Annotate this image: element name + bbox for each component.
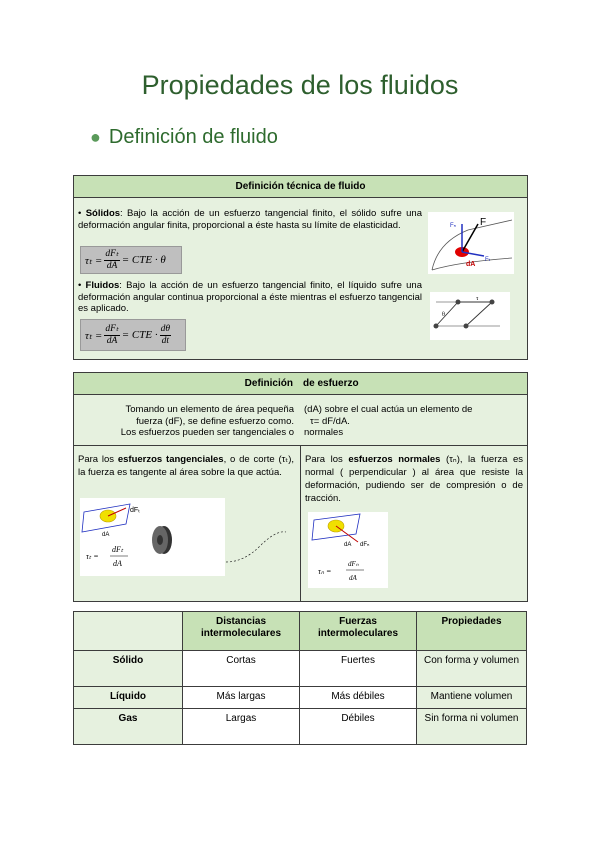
formula-solid	[80, 246, 182, 274]
intro-left-line-2: fuerza (dF), se define esfuerzo como.	[136, 415, 294, 427]
solidos-text: : Bajo la acción de un esfuerzo tangencial finito, el sólido sufre una deformación angular finita, proporcional a éste hasta su límite de elasticidad.	[78, 208, 422, 231]
table-cell: Débiles	[300, 709, 417, 745]
shear-label: τ	[476, 296, 479, 302]
intro-right-line-2: τ= dF/dA.	[310, 415, 350, 427]
formula-fluid-lhs: τₜ =	[85, 329, 103, 342]
tang-bold: esfuerzos tangenciales	[117, 454, 224, 465]
fluidos-label: Fluidos	[85, 280, 120, 291]
formula-fluid-fraction2	[160, 324, 171, 347]
stress-header-right: de esfuerzo	[303, 378, 359, 389]
fluidos-text: : Bajo la acción de un esfuerzo tangencial finito, el líquido sufre una deformación angular continua proporcional a éste mientras el esfuerzo tangencial es aplicado.	[78, 280, 422, 314]
intro-left-line-3: Los esfuerzos pueden ser tangenciales o	[120, 427, 294, 438]
formula-fluid-den: dA	[106, 335, 118, 346]
bullet-icon: ●	[90, 127, 101, 147]
table-header-distancias: Distancias intermoleculares	[183, 612, 300, 651]
technical-definition-header: Definición técnica de fluido	[74, 176, 527, 198]
table-header-fuerzas: Fuerzas intermoleculares	[300, 612, 417, 651]
tangential-da-label: dA	[102, 532, 110, 538]
formula-solid-lhs: τₜ =	[85, 254, 103, 267]
normal-formula-lhs: τₙ =	[318, 567, 332, 576]
table-row	[74, 687, 527, 709]
norm-pre: Para los	[305, 454, 349, 465]
solidos-label: Sólidos	[85, 208, 121, 219]
table-header-empty	[74, 612, 183, 651]
tangential-df-label: dFₜ	[130, 507, 141, 514]
table-header-row	[74, 612, 527, 651]
formula-fluid-fraction	[104, 324, 119, 347]
table-row	[74, 651, 527, 687]
subtitle-text: Definición de fluido	[108, 126, 278, 148]
intro-left-line-1: Tomando un elemento de área pequeña	[125, 404, 294, 415]
tangential-formula-num: dFₜ	[112, 545, 124, 554]
stress-definition-header	[74, 373, 527, 395]
tang-pre: Para los	[78, 454, 118, 465]
stress-definition-box	[73, 372, 528, 602]
table-cell: Largas	[183, 709, 300, 745]
page-title: Propiedades de los fluidos	[141, 70, 459, 100]
normal-da-label: dA	[344, 542, 352, 548]
table-cell: Fuertes	[300, 651, 417, 687]
table-header-propiedades: Propiedades	[417, 612, 527, 651]
normal-df-label: dFₙ	[360, 542, 370, 548]
tangential-trajectory	[224, 528, 290, 564]
stress-intro-left	[74, 404, 294, 439]
intro-right-line-3: normales	[304, 427, 344, 438]
table-cell: Más largas	[183, 687, 300, 709]
formula-fluid-num2: dθ	[160, 323, 170, 334]
formula-fluid-mid: = CTE ·	[121, 329, 158, 341]
table-cell: Sólido	[74, 651, 183, 687]
tangential-paragraph	[78, 453, 294, 479]
intro-right-line-1: (dA) sobre el cual actúa un elemento de	[304, 404, 473, 415]
table-row	[74, 709, 527, 745]
table-cell: Sin forma ni volumen	[417, 709, 527, 745]
stress-header-left: Definición	[244, 378, 293, 389]
stress-divider-vertical	[300, 445, 301, 601]
force-decomposition-figure	[428, 212, 514, 274]
norm-bold: esfuerzos normales	[348, 454, 441, 465]
tangential-force-label: Fₜ	[485, 257, 491, 263]
formula-solid-rhs: = CTE · θ	[121, 254, 166, 266]
tangential-formula-den: dA	[113, 559, 122, 568]
force-label: F	[480, 217, 487, 228]
normal-paragraph	[305, 453, 523, 505]
table-cell: Más débiles	[300, 687, 417, 709]
stress-intro-right	[304, 404, 524, 439]
normal-formula-num: dFₙ	[348, 560, 359, 568]
tangential-formula-lhs: τₜ =	[86, 552, 99, 561]
angle-label: θ	[442, 312, 445, 318]
formula-fluid	[80, 319, 186, 351]
table-cell: Cortas	[183, 651, 300, 687]
section-subtitle	[90, 126, 278, 149]
table-cell: Mantiene volumen	[417, 687, 527, 709]
area-label: dA	[466, 261, 476, 268]
tang-post: , o de corte (τₜ), la fuerza es tangente al área sobre la que actúa.	[78, 454, 294, 478]
formula-solid-num: dFₜ	[105, 248, 119, 259]
norm-post: (τₙ), la fuerza es normal ( perpendicular ) al área que resiste la deformación, pudiendo ser de compresión o de tracción.	[305, 454, 523, 504]
table-cell: Líquido	[74, 687, 183, 709]
normal-force-label: Fₙ	[450, 223, 457, 229]
technical-definition-box	[73, 175, 528, 360]
normal-formula-den: dA	[349, 574, 357, 582]
tangential-stress-figure	[80, 498, 225, 576]
table-cell: Gas	[74, 709, 183, 745]
states-properties-table	[73, 611, 527, 745]
fluidos-paragraph: • Fluidos: Bajo la acción de un esfuerzo tangencial finito, el líquido sufre una deformación angular continua proporcional a éste mientras el esfuerzo tangencial es aplicado.	[78, 280, 422, 314]
formula-solid-den: dA	[106, 260, 118, 271]
solidos-paragraph: • Sólidos: Bajo la acción de un esfuerzo tangencial finito, el sólido sufre una deformación angular finita, proporcional a éste hasta su límite de elasticidad.	[78, 208, 422, 231]
table-cell: Con forma y volumen	[417, 651, 527, 687]
angular-deformation-figure	[430, 292, 510, 340]
formula-fluid-den2: dt	[161, 335, 169, 346]
normal-stress-figure	[308, 512, 388, 588]
formula-solid-fraction	[104, 249, 119, 272]
formula-fluid-num: dFₜ	[105, 323, 119, 334]
